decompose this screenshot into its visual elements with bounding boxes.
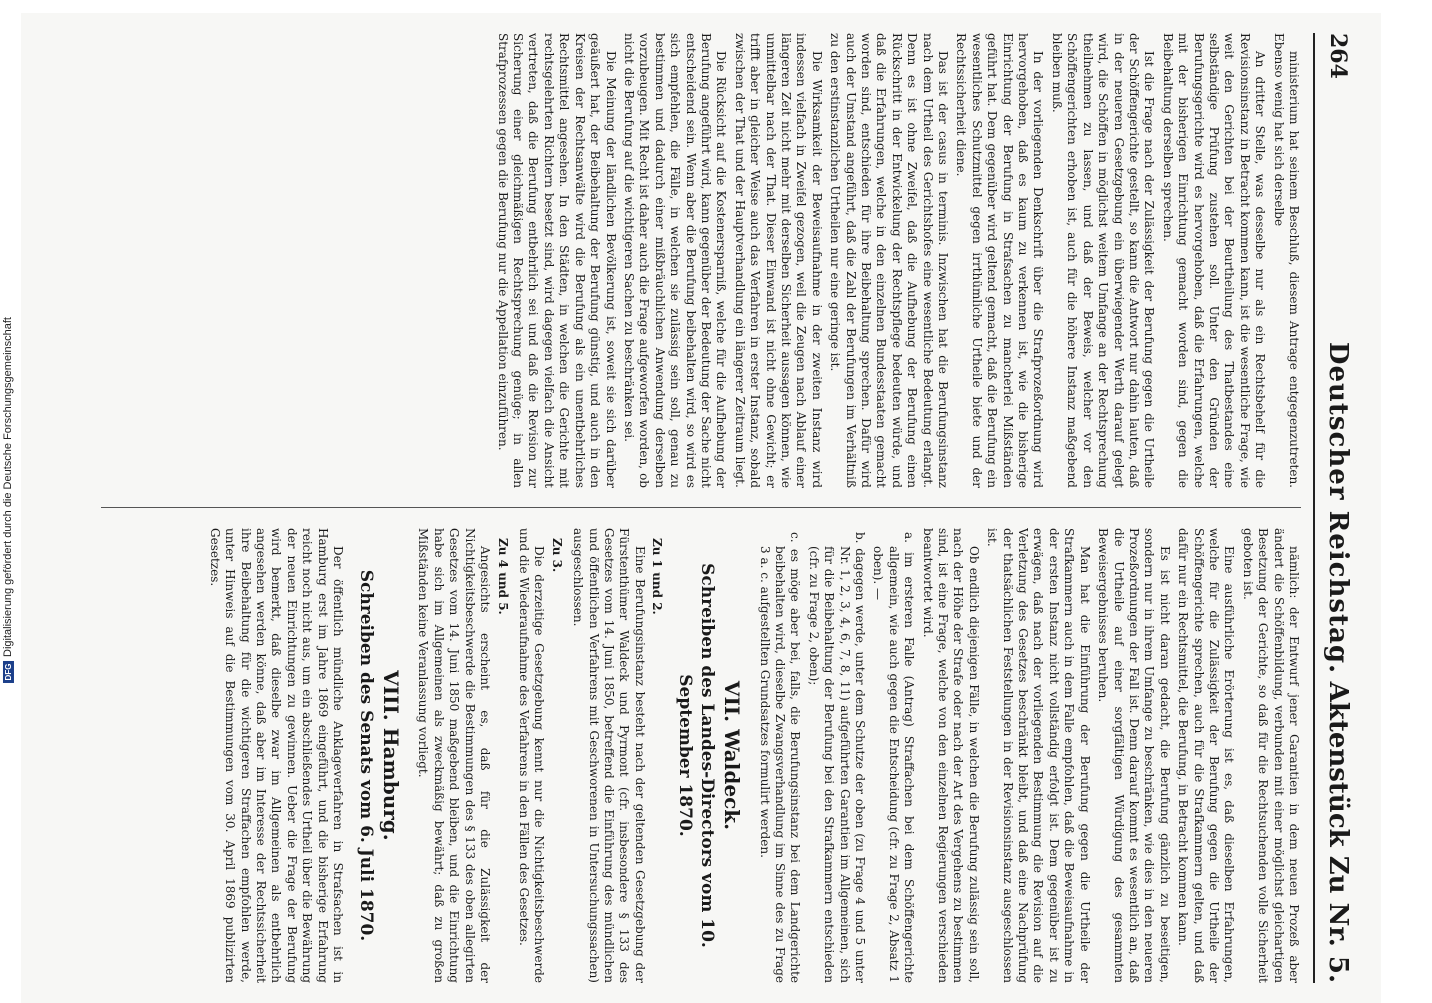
item-label: Zu 3. [549, 538, 564, 573]
page-number: 264 [1325, 33, 1351, 79]
item-label: Zu 1 und 2. [650, 538, 665, 615]
paragraph: Man hat die Einführung der Berufung gegen die Urtheile der Strafkammern auch in dem Falle empfohlen, daß die Beweisaufnahme in der ersten Instanz nicht vollständig erfolgt ist. Dem gegenüber ist zu erwägen, daß nach der vorliegenden Bestimmung die Revision auf die Verletzung des Gesetzes beschränkt bleibt, und daß eine Nachprüfung der thatsächlichen Feststellungen in der Revisionsinstanz ausgeschlossen ist. [985, 528, 1092, 983]
section-subheading-hamburg: Schreiben des Senats vom 6. Juli 1870. [356, 569, 377, 942]
paragraph: Eine ausführliche Erörterung ist es, daß dieselben Erfahrungen, welche für die Zulässigkeit der Berufung gegen die Urtheile der Schöffengerichte sprechen, auch für die Strafkammern gelten, und daß dafür nur ein Rechtsmittel, die Berufung, in Betracht kommen kann. [1176, 528, 1237, 983]
list-item: c. es möge aber bei, falls, die Berufungsinstanz bei dem Landgerichte beibehalten wird, dieselbe Zwangsverhandlung im Sinne des zu Frage 3 a. c. aufgestellten Grundsatzes formulirt werden. [757, 532, 803, 983]
list-item: b. dagegen werde, unter dem Schutze der oben (zu Frage 4 und 5 unter Nr. 1, 2, 3, 4, 6, 7, 8, 11) aufgeführten Garantien im Allgemeinen, sich für die Beibehaltung der Berufung bei den Strafkammern entschieden (cfr. zu Frage 2, oben); [806, 532, 868, 983]
digitization-credit: Digitalisierung gefördert durch die Deutsche Forschungsgemeinschaft [2, 317, 14, 657]
paragraph: Eine Berufungsinstanz besteht nach der geltenden Gesetzgebung der Fürstenthümer Waldeck und Pyrmont (cfr. insbesondere § 133 des Gesetzes vom 14. Juni 1850, betreffend die Einführung des mündlichen und öffentlichen Verfahrens mit Geschworenen in Untersuchungssachen) ausgeschlossen. [571, 528, 647, 983]
section-heading-hamburg: VIII. Hamburg. [379, 670, 404, 841]
paragraph: ministerium hat seinem Beschluß, diesem Antrage entgegenzutreten. Ebenso wenig hat sich derselbe [1271, 33, 1301, 488]
list-item: a. im ersteren Falle (Antrag) Straffachen bei dem Schöffengerichte allgemein, wie auch gegen die Entscheidung (cfr. zu Frage 2, Absatz 1 oben). — [871, 532, 917, 983]
paragraph: In der vorliegenden Denkschrift über die Strafprozeßordnung wird hervorgehoben, daß es kaum zu verkennen ist, wie die bisherige Einrichtung der Berufung in Strafsachen zu mancherlei Mißständen geführt hat. Dem gegenüber wird geltend gemacht, daß die Berufung ein wesentliches Schutzmittel gegen irrthümliche Urtheile biete und der Rechtssicherheit diene. [954, 33, 1046, 488]
page-header [1313, 33, 1355, 983]
paragraph: Die derzeitige Gesetzgebung kennt nur die Nichtigkeitsbeschwerde und die Wiederaufnahme des Verfahrens in den Fällen des Gesetzes. [516, 528, 547, 983]
item-label: Zu 4 und 5. [495, 538, 510, 615]
paragraph: Die Rücksicht auf die Kostenersparniß, welche für die Aufhebung der Berufung angeführt wird, kann gegenüber der Bedeutung der Sache nicht entscheidend sein. Wenn aber die Berufung beibehalten wird, so wird es sich empfehlen, die Fälle, in welchen sie zulässig sein soll, genau zu bestimmen und dadurch einer mißbräuchlichen Anwendung derselben vorzubeugen. Mit Recht ist daher auch die Frage aufgeworfen worden, ob nicht die Berufung auf die wichtigeren Sachen zu beschränken sei. [621, 33, 729, 488]
supplement-label: Aktenstück Zu Nr. 5. [1323, 681, 1353, 983]
running-title: Deutscher Reichstag. [1323, 341, 1353, 675]
digitization-credit-strip [0, 0, 16, 1000]
paragraph: Ist die Frage nach der Zulässigkeit der Berufung gegen die Urtheile der Schöffengerichte gestellt, so kann die Antwort nur dahin lauten, daß in der neueren Gesetzgebung ein überwiegender Werth darauf gelegt wird, die Schöffen in möglichst weitem Umfange an der Rechtsprechung theilnehmen zu lassen, und daß der Beweis, welcher vor den Schöffengerichten erhoben ist, auch für die höhere Instanz maßgebend bleiben muß. [1049, 33, 1157, 488]
paragraph: An dritter Stelle, was desselbe nur als ein Rechtsbehelf für die Revisionsinstanz in Betracht kommen kann, ist die wesentliche Frage, wie weit den Gerichten bei der Beurtheilung des Thatbestandes eine selbständige Prüfung zustehen soll. Unter den Gründen der Berufungsgerichte wird es hervorgehoben, daß die Erfahrungen, welche mit der bisherigen Einrichtung gemacht worden sind, gegen die Beibehaltung derselben sprechen. [1160, 33, 1268, 488]
section-subheading-waldeck: Schreiben des Landes-Directors vom 10. September 1870. [675, 563, 718, 948]
scanned-page [21, 13, 1381, 1003]
paragraph: Ob endlich diejenigen Fälle, in welchen die Berufung zulässig sein soll, nach der Höhe der Strafe oder nach der Art des Vergehens zu bestimmen sind, ist eine Frage, welche von den einzelnen Regierungen verschieden beantwortet wird. [920, 528, 981, 983]
paragraph: Das ist der casus in terminis. Inzwischen hat die Berufungsinstanz nach dem Urtheil des Gerichtshofes eine wesentliche Bedeutung erlangt. Denn es ist ohne Zweifel, daß die Aufhebung der Berufung einen Rückschritt in der Entwickelung der Rechtspflege bedeuten würde, und daß die Erfahrungen, welche in den einzelnen Bundesstaaten gemacht worden sind, entschieden für ihre Beibehaltung sprechen. Dafür wird auch der Umstand angeführt, daß die Zahl der Berufungen im Verhältniß zu den erstinstanzlichen Urtheilen nur eine geringe ist. [828, 33, 951, 488]
column-divider [101, 507, 1301, 508]
paragraph: Die Meinung der ländlichen Bevölkerung ist, soweit sie sich darüber geäußert hat, der Beibehaltung der Berufung günstig, und auch in den Kreisen der Rechtsanwälte wird die Berufung als ein unentbehrliches Rechtsmittel angesehen. In den Städten, in welchen die Gerichte mit rechtsgelehrten Richtern besetzt sind, wird dagegen vielfach die Ansicht vertreten, daß die Berufung entbehrlich sei und daß die Revision zur Sicherung einer gleichmäßigen Rechtsprechung genüge; in allen Strafprozessen gegen die Berufung nur die Appellation einzuführen. [495, 33, 618, 488]
section-heading-waldeck: VII. Waldeck. [720, 680, 745, 831]
paragraph: Der öffentlich mündliche Anklageverfahren in Strafsachen ist in Hamburg erst im Jahre 1869 eingeführt, und die bisherige Erfahrung reicht noch nicht aus, um ein abschließendes Urtheil über die Bewährung der neuen Einrichtungen zu gewinnen. Ueber die Frage der Berufung wird bemerkt, daß dieselbe zwar im Allgemeinen als entbehrlich angesehen werden könne, daß aber im Interesse der Rechtssicherheit ihre Beibehaltung für die wichtigeren Straffachen empfohlen werde, unter Hinweis auf die Bestimmungen vom 30. April 1869 publizirten Gesetzes. [207, 528, 346, 983]
paragraph: Es ist nicht daran gedacht, die Berufung gänzlich zu beseitigen, sondern nur in ihrem Umfange zu beschränken, wie dies in den neueren Prozeßordnungen der Fall ist. Denn darauf kommt es wesentlich an, daß die Urtheile auf einer sorgfältigen Würdigung des gesammten Beweisergebnisses beruhen. [1096, 528, 1172, 983]
dfg-logo: DFG [3, 661, 14, 683]
left-column [46, 33, 1301, 488]
paragraph: Die Wirksamkeit der Beweisaufnahme in der zweiten Instanz wird indessen vielfach in Zweifel gezogen, weil die Zeugen nach Ablauf einer längeren Zeit nicht mehr mit derselben Sicherheit aussagen können, wie unmittelbar nach der That. Dieser Einwand ist nicht ohne Gewicht; er trifft aber in gleicher Weise auch das Verfahren in erster Instanz, sobald zwischen der That und der Hauptverhandlung ein längerer Zeitraum liegt. [732, 33, 824, 488]
right-column [46, 528, 1301, 983]
paragraph: Angesichts erscheint es, daß für die Zulässigkeit der Nichtigkeitsbeschwerde die Bestimmungen des § 133 des oben allegirten Gesetzes vom 14. Juni 1850 maßgebend bleiben, und die Einrichtung habe sich im Allgemeinen als zweckmäßig bewährt; daß zu großen Mißständen keine Veranlassung vorliegt. [416, 528, 493, 983]
paragraph: nämlich: der Entwurf jener Garantien in dem neuen Prozeß aber ändert die Schöffenbildung, verbunden mit einer möglichst gleichartigen Besetzung der Gerichte, so daß für die Rechtsuchenden volle Sicherheit geboten ist. [1240, 528, 1301, 983]
